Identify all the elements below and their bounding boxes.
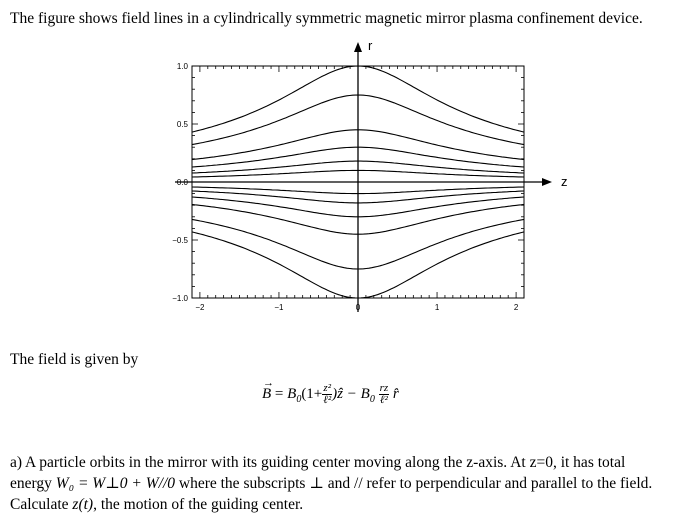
part-a-line-2: energy W₀ = W⊥0 + W//0 where the subscripts ⊥ and // refer to perpendicular and parallel to the field. bbox=[10, 475, 653, 492]
eq-fraction-1: $\frac{\text{z²}}{\text{ℓ²}}$ bbox=[323, 382, 332, 406]
field-intro-text: The field is given by bbox=[10, 351, 139, 368]
y-tick-label: 1.0 bbox=[176, 62, 188, 71]
r-axis-label: r bbox=[368, 38, 373, 53]
part-a-line-1: a) A particle orbits in the mirror with its guiding center moving along the z-axis. At z=0, it has total bbox=[10, 454, 626, 471]
field-equation bbox=[262, 376, 399, 406]
y-tick-labels bbox=[172, 62, 188, 303]
z-axis-arrowhead bbox=[542, 178, 552, 186]
x-tick-label: 1 bbox=[434, 303, 440, 312]
eq-b0-a: $B_0$ bbox=[287, 385, 302, 405]
field-line-figure bbox=[0, 30, 680, 330]
x-tick-label: −2 bbox=[195, 303, 205, 312]
eq-lhs: → B bbox=[262, 376, 274, 402]
x-tick-label: 2 bbox=[513, 303, 519, 312]
z-axis-label: z bbox=[561, 174, 568, 189]
y-tick-label: 0.0 bbox=[176, 178, 188, 187]
energy-expression: W₀ = W⊥0 + W//0 bbox=[55, 475, 176, 492]
r-axis-arrowhead bbox=[354, 42, 362, 52]
x-tick-labels bbox=[195, 303, 519, 312]
y-tick-label: −0.5 bbox=[172, 236, 188, 245]
eq-rhat: r̂ bbox=[392, 385, 399, 402]
x-tick-label: 0 bbox=[355, 303, 361, 312]
problem-intro: The figure shows field lines in a cylindrically symmetric magnetic mirror plasma confinement device. bbox=[10, 10, 643, 27]
eq-open: (1+ bbox=[301, 385, 323, 402]
y-tick-label: −1.0 bbox=[172, 294, 188, 303]
eq-fraction-2: $\frac{rz}{\text{ℓ²}}$ bbox=[379, 382, 389, 406]
part-a-line-3: Calculate z(t), the motion of the guiding center. bbox=[10, 496, 304, 513]
y-tick-label: 0.5 bbox=[176, 120, 188, 129]
z-of-t: z(t) bbox=[72, 496, 94, 513]
eq-zhat: )ẑ − bbox=[332, 385, 361, 402]
part-a-question bbox=[10, 452, 675, 515]
eq-equals: = bbox=[274, 385, 284, 402]
eq-b0-b: $B_0$ bbox=[360, 385, 375, 405]
x-tick-label: −1 bbox=[274, 303, 284, 312]
